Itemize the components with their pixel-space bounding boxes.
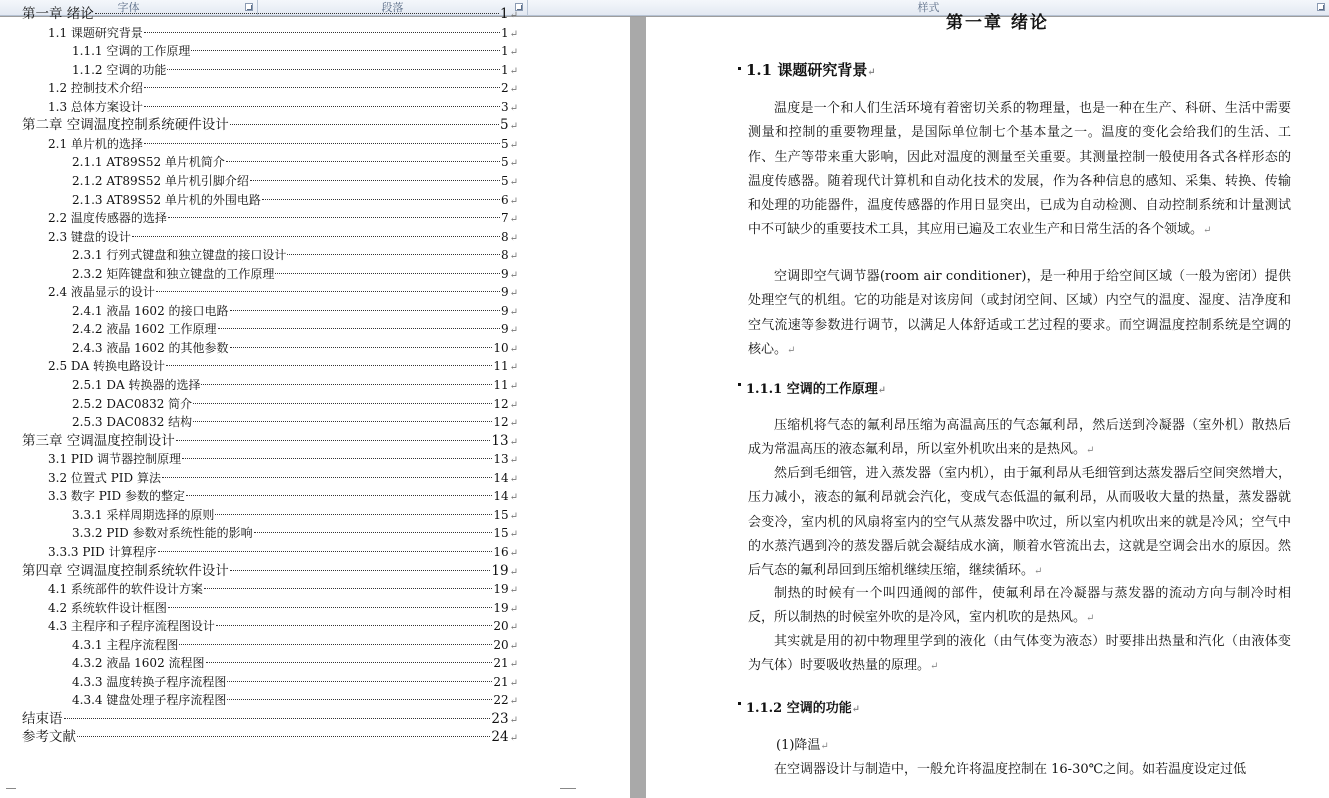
- toc-entry[interactable]: [72, 654, 518, 672]
- toc-entry-page: 1: [500, 6, 509, 22]
- toc-entry[interactable]: [72, 691, 518, 709]
- toc-entry[interactable]: [48, 617, 518, 635]
- heading-1-1-2: 1.1.2 空调的功能↵: [746, 697, 860, 716]
- toc-leader-dots: [144, 106, 500, 107]
- toc-entry[interactable]: [48, 357, 518, 375]
- toc-entry[interactable]: [72, 673, 518, 691]
- toc-entry[interactable]: [72, 395, 518, 413]
- toc-entry-title: 结束语: [22, 710, 63, 727]
- toc-entry-title: 2.4.1 液晶 1602 的接口电路: [72, 303, 229, 318]
- toc-entry-page: 7: [500, 211, 509, 226]
- toc-entry[interactable]: [72, 302, 518, 320]
- toc-entry-page: 8: [500, 248, 509, 263]
- paragraph-mark-icon: ↵: [509, 622, 518, 634]
- paragraph-mark-icon: ↵: [509, 325, 518, 337]
- toc-entry-title: 4.3.3 温度转换子程序流程图: [72, 674, 227, 689]
- toc-entry-title: 第四章 空调温度控制系统软件设计: [22, 562, 229, 579]
- toc-leader-dots: [77, 736, 490, 737]
- toc-entry-page: 9: [500, 322, 509, 337]
- toc-entry[interactable]: [72, 153, 518, 171]
- paragraph-mark-icon: ↵: [509, 176, 518, 188]
- toc-entry[interactable]: [48, 79, 518, 97]
- toc-entry[interactable]: [72, 265, 518, 283]
- toc-entry[interactable]: [22, 5, 518, 23]
- toc-entry-page: 16: [493, 544, 509, 559]
- paragraph-mark-icon: ↵: [509, 10, 518, 21]
- toc-entry[interactable]: [72, 191, 518, 209]
- toc-entry[interactable]: [48, 228, 518, 246]
- toc-entry-page: 9: [500, 266, 509, 281]
- toc-entry[interactable]: [48, 580, 518, 598]
- toc-entry[interactable]: [22, 116, 518, 134]
- toc-entry-title: 3.3.3 PID 计算程序: [48, 544, 157, 559]
- toc-leader-dots: [166, 365, 492, 366]
- toc-leader-dots: [64, 718, 491, 719]
- toc-entry-page: 10: [493, 340, 509, 355]
- paragraph-mark-icon: ↵: [509, 232, 518, 244]
- toc-entry-page: 2: [500, 81, 509, 96]
- paragraph-mark-icon: ↵: [509, 473, 518, 485]
- styles-dialog-launcher-icon[interactable]: [1317, 3, 1325, 11]
- toc-entry[interactable]: [72, 246, 518, 264]
- paragraph-mark-icon: ↵: [509, 343, 518, 355]
- toc-entry-page: 23: [491, 710, 509, 727]
- toc-leader-dots: [176, 440, 491, 441]
- toc-entry-page: 11: [493, 359, 509, 374]
- paragraph-mark-icon: ↵: [509, 214, 518, 226]
- document-page-body[interactable]: [646, 13, 1329, 798]
- toc-leader-dots: [95, 13, 499, 14]
- toc-leader-dots: [230, 570, 491, 571]
- toc-leader-dots: [218, 328, 500, 329]
- paragraph-mark-icon: ↵: [509, 510, 518, 522]
- toc-entry[interactable]: [22, 562, 518, 580]
- toc-leader-dots: [193, 421, 492, 422]
- toc-entry-page: 5: [500, 136, 509, 151]
- toc-entry[interactable]: [72, 320, 518, 338]
- body-paragraph-8: 在空调器设计与制造中，一般允许将温度控制在 16-30℃之间。如若温度设定过低: [774, 762, 1247, 777]
- toc-entry[interactable]: [72, 61, 518, 79]
- body-paragraph-3: 压缩机将气态的氟利昂压缩为高温高压的气态氟利昂，然后送到冷凝器（室外机）散热后成为常温高压的液态氟利昂，所以室外机吹出来的是热风。↵: [748, 418, 1291, 458]
- paragraph-bullet-icon: [738, 702, 741, 705]
- toc-leader-dots: [186, 495, 492, 496]
- heading-1-1: 1.1 课题研究背景↵: [746, 59, 876, 80]
- toc-leader-dots: [193, 403, 492, 404]
- paragraph-mark-icon: ↵: [509, 640, 518, 652]
- toc-entry-title: 3.2 位置式 PID 算法: [48, 470, 161, 485]
- toc-entry-title: 1.1.2 空调的功能: [72, 62, 167, 77]
- toc-entry[interactable]: [48, 450, 518, 468]
- toc-entry-page: 1: [500, 25, 509, 40]
- toc-entry-page: 1: [500, 44, 509, 59]
- toc-leader-dots: [230, 124, 499, 125]
- toc-entry-page: 24: [491, 729, 509, 746]
- toc-entry-title: 2.1 单片机的选择: [48, 136, 143, 151]
- heading-1-1-1: 1.1.1 空调的工作原理↵: [746, 378, 886, 397]
- toc-entry-title: 4.3 主程序和子程序流程图设计: [48, 619, 215, 634]
- page-corner-mark: [6, 788, 16, 796]
- toc-entry[interactable]: [48, 487, 518, 505]
- page-corner-mark: [560, 788, 576, 796]
- toc-entry-page: 5: [500, 155, 509, 170]
- paragraph-mark-icon: ↵: [509, 306, 518, 318]
- paragraph-bullet-icon: [738, 67, 741, 70]
- body-paragraph-4: 然后到毛细管，进入蒸发器（室内机），由于氟利昂从毛细管到达蒸发器后空间突然增大，压力减小，液态的氟利昂就会汽化，变成气态低温的氟利昂，从而吸收大量的热量，蒸发器就会变冷，室内机的风扇将室内的空气从蒸发器中吹过，所以室内机吹出来的就是冷风；空气中的水蒸汽遇到冷的蒸发器后就会凝结成水滴，顺着水管流出去，这就是空调会出水的原因。然后气态的氟利昂回到压缩机继续压缩，继续循环。↵: [748, 466, 1291, 579]
- paragraph-mark-icon: ↵: [509, 603, 518, 615]
- toc-entry[interactable]: [22, 710, 518, 728]
- toc-entry-title: 1.1 课题研究背景: [48, 25, 143, 40]
- paragraph-mark-icon: ↵: [509, 547, 518, 559]
- toc-entry[interactable]: [72, 413, 518, 431]
- toc-entry-title: 4.3.1 主程序流程图: [72, 637, 179, 652]
- toc-leader-dots: [201, 384, 492, 385]
- paragraph-mark-icon: ↵: [509, 139, 518, 151]
- toc-leader-dots: [206, 662, 493, 663]
- paragraph-mark-icon: ↵: [509, 714, 518, 726]
- paragraph-mark-icon: ↵: [509, 529, 518, 541]
- toc-entry-page: 1: [500, 62, 509, 77]
- toc-entry-page: 9: [500, 285, 509, 300]
- toc-leader-dots: [204, 588, 492, 589]
- toc-entry[interactable]: [48, 209, 518, 227]
- ribbon-group-paragraph-label: 段落: [381, 1, 404, 14]
- toc-entry[interactable]: [72, 42, 518, 60]
- ribbon-group-styles-label: 样式: [917, 1, 940, 14]
- chapter-title: 第一章 绪论: [946, 13, 1049, 33]
- toc-entry-page: 21: [493, 674, 509, 689]
- toc-leader-dots: [230, 310, 500, 311]
- paragraph-bullet-icon: [738, 383, 741, 386]
- toc-entry[interactable]: [72, 339, 518, 357]
- toc-entry-title: 4.1 系统部件的软件设计方案: [48, 582, 203, 597]
- toc-entry-title: 3.1 PID 调节器控制原理: [48, 452, 182, 467]
- toc-entry-title: 2.4.2 液晶 1602 工作原理: [72, 322, 217, 337]
- paragraph-mark-icon: ↵: [509, 47, 518, 59]
- paragraph-mark-icon: ↵: [509, 696, 518, 708]
- toc-entry[interactable]: [72, 506, 518, 524]
- toc-entry[interactable]: [48, 599, 518, 617]
- body-paragraph-7: (1)降温↵: [776, 738, 829, 753]
- paragraph-mark-icon: ↵: [509, 381, 518, 392]
- toc-leader-dots: [287, 254, 500, 255]
- toc-leader-dots: [191, 50, 500, 51]
- toc-entry-title: 2.3.1 行列式键盘和独立键盘的接口设计: [72, 248, 287, 263]
- toc-leader-dots: [250, 180, 500, 181]
- toc-entry[interactable]: [48, 24, 518, 42]
- toc-entry-title: 3.3.1 采样周期选择的原则: [72, 507, 215, 522]
- toc-entry-page: 19: [493, 582, 509, 597]
- toc-entry-title: 2.5.3 DAC0832 结构: [72, 415, 193, 430]
- paragraph-mark-icon: ↵: [509, 399, 518, 411]
- toc-entry-title: 2.3.2 矩阵键盘和独立键盘的工作原理: [72, 266, 275, 281]
- toc-entry-title: 第一章 绪论: [22, 6, 94, 22]
- toc-entry-title: 参考文献: [22, 729, 76, 746]
- paragraph-mark-icon: ↵: [509, 121, 518, 133]
- toc-entry[interactable]: [22, 432, 518, 450]
- toc-entry-page: 9: [500, 303, 509, 318]
- toc-entry-page: 14: [493, 470, 509, 485]
- toc-entry-page: 12: [493, 396, 509, 411]
- paragraph-mark-icon: ↵: [509, 585, 518, 597]
- toc-leader-dots: [162, 477, 492, 478]
- toc-entry[interactable]: [48, 543, 518, 561]
- body-paragraph-1: 温度是一个和人们生活环境有着密切关系的物理量，也是一种在生产、科研、生活中需要测量和控制的重要物理量，是国际单位制七个基本量之一。温度的变化会给我们的生活、工作、生产等带来重大影响，因此对温度的测量至关重要。其测量控制一般使用各式各样形态的温度传感器。随着现代计算机和自动化技术的发展，作为各种信息的感知、采集、转换、传输和处理的功能器件，温度传感器的作用日显突出，已成为自动检测、自动控制系统和计量测试中不可缺少的重要技术工具，其应用已遍及工农业生产和日常生活的各个领域。↵: [748, 101, 1291, 238]
- toc-leader-dots: [254, 532, 493, 533]
- toc-entry[interactable]: [48, 283, 518, 301]
- body-paragraph-2: 空调即空气调节器(room air conditioner)，是一种用于给空间区域（一般为密闭）提供处理空气的机组。它的功能是对该房间（或封闭空间、区域）内空气的温度、湿度、洁净度和空气流速等参数进行调节，以满足人体舒适或工艺过程的要求。而空调温度控制系统是空调的核心。↵: [748, 269, 1291, 357]
- toc-entry-page: 21: [493, 656, 509, 671]
- toc-leader-dots: [144, 143, 500, 144]
- toc-entry[interactable]: [72, 172, 518, 190]
- toc-entry[interactable]: [72, 376, 518, 394]
- paragraph-mark-icon: ↵: [509, 455, 518, 467]
- toc-entry-title: 2.5.1 DA 转换器的选择: [72, 378, 201, 392]
- paragraph-mark-icon: ↵: [509, 102, 518, 114]
- toc-entry-title: 第三章 空调温度控制设计: [22, 432, 175, 449]
- body-paragraph-5: 制热的时候有一个叫四通阀的部件，使氟利昂在冷凝器与蒸发器的流动方向与制冷时相反，所以制热的时候室外吹的是冷风，室内机吹的是热风。↵: [748, 586, 1291, 626]
- paragraph-mark-icon: ↵: [509, 195, 518, 207]
- toc-entry-title: 2.1.2 AT89S52 单片机引脚介绍: [72, 173, 249, 188]
- toc-entry-page: 19: [493, 600, 509, 615]
- paragraph-mark-icon: ↵: [509, 288, 518, 300]
- toc-entry-page: 22: [493, 693, 509, 708]
- paragraph-mark-icon: ↵: [509, 436, 518, 448]
- toc-leader-dots: [216, 625, 492, 626]
- paragraph-mark-icon: ↵: [509, 269, 518, 281]
- toc-entry-title: 1.1.1 空调的工作原理: [72, 44, 191, 59]
- toc-entry-title: 2.1.1 AT89S52 单片机简介: [72, 155, 225, 170]
- toc-entry[interactable]: [22, 728, 518, 746]
- ribbon-group-font-label: 字体: [117, 1, 140, 14]
- toc-leader-dots: [144, 87, 500, 88]
- toc-entry-title: 2.5 DA 转换电路设计: [48, 359, 166, 374]
- toc-entry-page: 5: [500, 173, 509, 188]
- toc-entry-title: 3.3.2 PID 参数对系统性能的影响: [72, 526, 253, 541]
- paragraph-mark-icon: ↵: [509, 418, 518, 430]
- toc-leader-dots: [226, 161, 500, 162]
- toc-entry-title: 4.3.2 液晶 1602 流程图: [72, 656, 205, 671]
- toc-leader-dots: [275, 273, 500, 274]
- toc-entry-title: 第二章 空调温度控制系统硬件设计: [22, 117, 229, 134]
- toc-entry-page: 8: [500, 229, 509, 244]
- paragraph-mark-icon: ↵: [509, 659, 518, 671]
- toc-leader-dots: [158, 551, 493, 552]
- toc-entry-title: 2.1.3 AT89S52 单片机的外围电路: [72, 192, 261, 207]
- toc-entry-title: 2.2 温度传感器的选择: [48, 211, 167, 226]
- paragraph-mark-icon: ↵: [509, 158, 518, 170]
- toc-entry-page: 20: [493, 619, 509, 634]
- toc-entry[interactable]: [72, 524, 518, 542]
- toc-entry-title: 1.2 控制技术介绍: [48, 81, 143, 96]
- paragraph-mark-icon: ↵: [509, 28, 518, 40]
- toc-leader-dots: [227, 699, 492, 700]
- toc-entry-title: 2.5.2 DAC0832 简介: [72, 396, 193, 411]
- toc-leader-dots: [144, 32, 500, 33]
- toc-entry-page: 5: [500, 117, 509, 134]
- toc-entry-page: 19: [491, 562, 509, 579]
- paragraph-mark-icon: ↵: [509, 733, 518, 745]
- toc-entry[interactable]: [48, 135, 518, 153]
- toc-entry-title: 2.4 液晶显示的设计: [48, 285, 155, 300]
- paragraph-mark-icon: ↵: [509, 251, 518, 263]
- toc-entry-page: 13: [493, 452, 509, 467]
- toc-entry-page: 11: [493, 378, 509, 392]
- toc-entry-title: 4.3.4 键盘处理子程序流程图: [72, 693, 227, 708]
- toc-entry-page: 12: [493, 415, 509, 430]
- page-gap: [630, 17, 646, 798]
- toc-leader-dots: [156, 291, 500, 292]
- toc-entry-title: 3.3 数字 PID 参数的整定: [48, 489, 185, 504]
- toc-leader-dots: [168, 607, 492, 608]
- toc-leader-dots: [179, 644, 492, 645]
- toc-entry-title: 1.3 总体方案设计: [48, 99, 143, 114]
- toc-entry-title: 2.3 键盘的设计: [48, 229, 131, 244]
- toc-leader-dots: [132, 236, 500, 237]
- paragraph-mark-icon: ↵: [509, 492, 518, 504]
- paragraph-mark-icon: ↵: [509, 84, 518, 96]
- ribbon-group-styles: [528, 0, 1329, 16]
- toc-entry-page: 13: [491, 432, 509, 449]
- toc-entry-page: 6: [500, 192, 509, 207]
- toc-leader-dots: [168, 217, 500, 218]
- toc-leader-dots: [262, 199, 500, 200]
- body-paragraph-6: 其实就是用的初中物理里学到的液化（由气体变为液态）时要排出热量和汽化（由液体变为气体）时要吸收热量的原理。↵: [748, 634, 1291, 674]
- toc-entry-title: 4.2 系统软件设计框图: [48, 600, 167, 615]
- toc-entry-page: 14: [493, 489, 509, 504]
- toc-entry-page: 15: [493, 507, 509, 522]
- toc-leader-dots: [182, 458, 492, 459]
- toc-entry-title: 2.4.3 液晶 1602 的其他参数: [72, 340, 229, 355]
- paragraph-mark-icon: ↵: [509, 566, 518, 578]
- toc-leader-dots: [227, 681, 492, 682]
- toc-leader-dots: [215, 514, 492, 515]
- paragraph-mark-icon: ↵: [509, 65, 518, 77]
- toc-entry[interactable]: [48, 98, 518, 116]
- toc-leader-dots: [167, 69, 500, 70]
- paragraph-mark-icon: ↵: [509, 677, 518, 689]
- toc-entry[interactable]: [48, 469, 518, 487]
- toc-entry-page: 15: [493, 526, 509, 541]
- toc-entry[interactable]: [72, 636, 518, 654]
- toc-entry-page: 20: [493, 637, 509, 652]
- toc-entry-page: 3: [500, 99, 509, 114]
- toc-leader-dots: [230, 347, 493, 348]
- paragraph-mark-icon: ↵: [509, 362, 518, 374]
